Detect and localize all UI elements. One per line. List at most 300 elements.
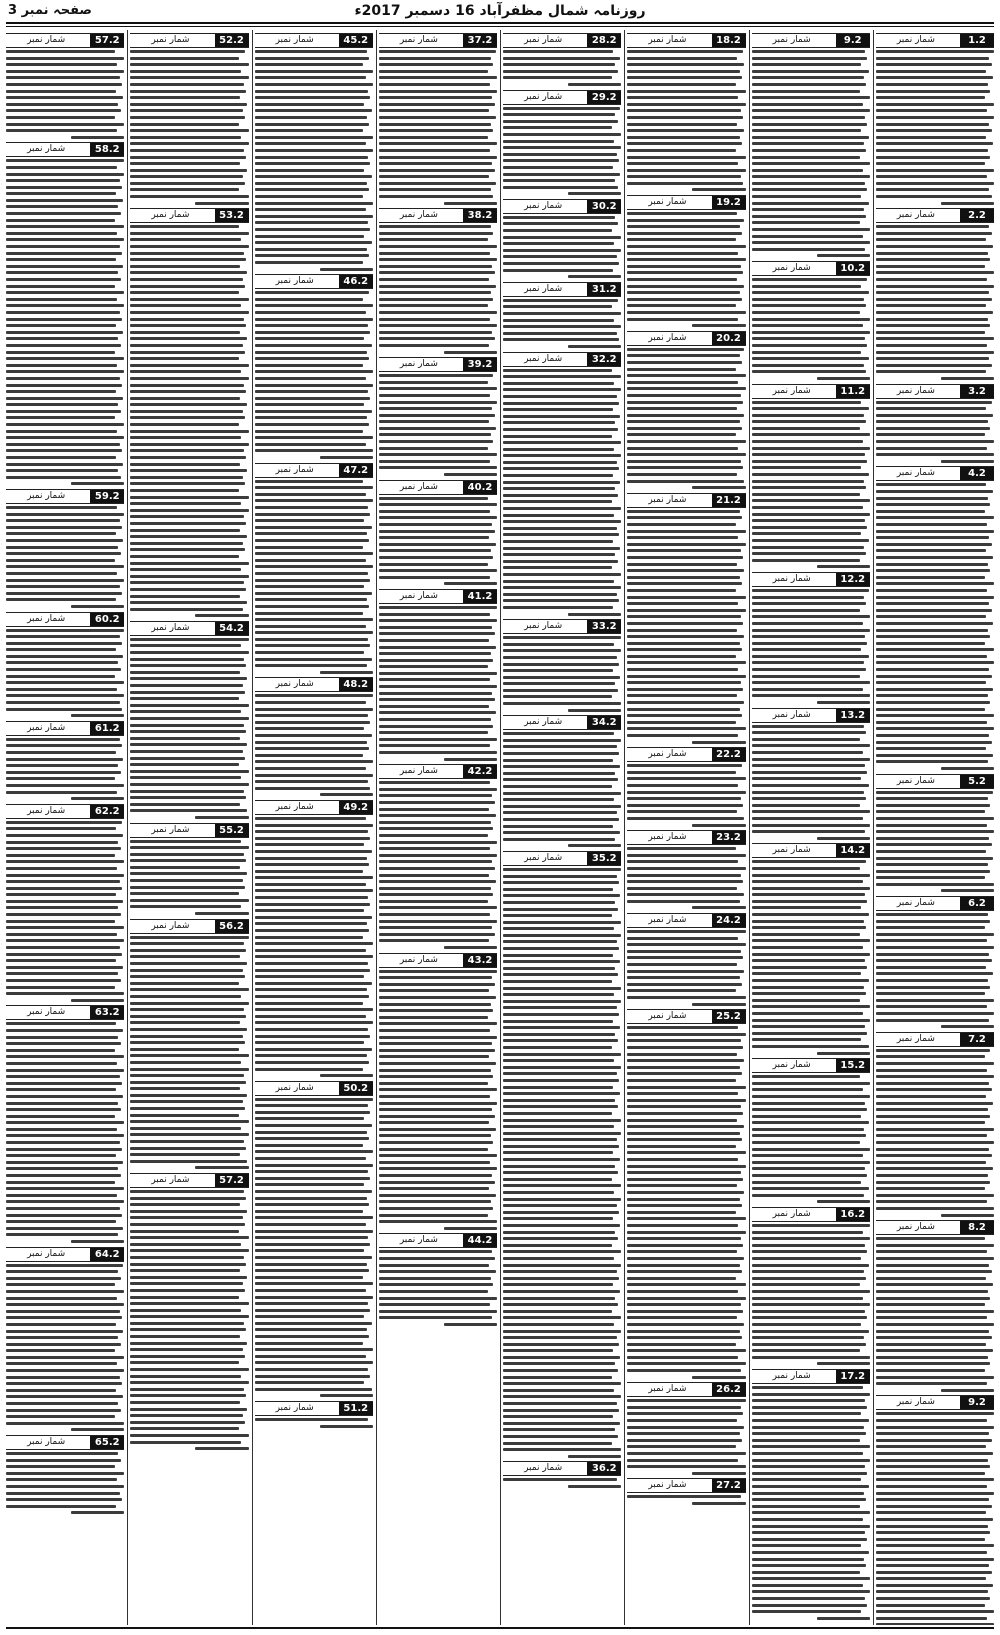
- text-line: [752, 480, 864, 483]
- notice-number: 35.2: [587, 852, 621, 865]
- text-line: [195, 614, 248, 617]
- text-line: [876, 109, 987, 112]
- notice-label: شمار نمبر: [896, 210, 935, 221]
- text-line: [6, 311, 120, 314]
- notice-header: [255, 1401, 373, 1416]
- text-line: [876, 70, 986, 73]
- text-line: [255, 63, 364, 66]
- text-line: [130, 291, 239, 294]
- text-line: [627, 1217, 745, 1220]
- text-line: [195, 202, 248, 205]
- text-line: [503, 940, 617, 943]
- notice-text: [379, 781, 497, 949]
- text-line: [503, 1204, 617, 1207]
- notice-number: 49.2: [339, 801, 373, 814]
- notice-header: [6, 489, 124, 504]
- text-line: [752, 1310, 866, 1313]
- text-line: [503, 382, 614, 385]
- text-line: [752, 215, 867, 218]
- text-line: [627, 245, 745, 248]
- text-line: [752, 1323, 862, 1326]
- text-line: [876, 999, 994, 1002]
- text-line: [379, 1009, 494, 1012]
- text-line: [627, 734, 738, 737]
- text-line: [876, 668, 990, 671]
- text-line: [130, 156, 246, 159]
- text-line: [379, 427, 496, 430]
- text-line: [876, 1558, 994, 1561]
- text-line: [130, 1021, 240, 1024]
- text-line: [255, 1236, 369, 1239]
- text-line: [255, 889, 373, 892]
- text-line: [627, 1231, 745, 1234]
- notice-header: [6, 612, 124, 627]
- text-line: [876, 1571, 992, 1574]
- text-line: [627, 1419, 737, 1422]
- text-line: [752, 208, 864, 211]
- notice: [130, 823, 248, 916]
- text-line: [876, 1055, 985, 1058]
- text-line: [379, 76, 497, 79]
- text-line: [503, 1270, 617, 1273]
- text-line: [130, 562, 248, 565]
- text-line: [255, 1381, 365, 1384]
- text-line: [6, 258, 116, 261]
- text-line: [255, 50, 367, 53]
- text-line: [503, 402, 619, 405]
- text-line: [752, 661, 864, 664]
- text-line: [876, 1264, 990, 1267]
- text-line: [130, 763, 239, 766]
- notice-header: [379, 480, 497, 495]
- text-line: [255, 876, 373, 879]
- text-line: [876, 364, 992, 367]
- text-line: [6, 1343, 121, 1346]
- text-line: [255, 344, 372, 347]
- text-line: [752, 1492, 864, 1495]
- text-line: [503, 914, 612, 917]
- notice-number: 57.2: [215, 1174, 249, 1187]
- text-line: [255, 1061, 370, 1064]
- text-line: [130, 1068, 248, 1071]
- text-line: [130, 1210, 247, 1213]
- masthead-rule-thin: [6, 26, 994, 27]
- text-line: [752, 427, 861, 430]
- text-line: [255, 298, 364, 301]
- text-line: [6, 827, 116, 830]
- text-line: [379, 1062, 496, 1065]
- text-line: [503, 166, 613, 169]
- text-line: [752, 169, 863, 172]
- text-line: [876, 870, 991, 873]
- text-line: [130, 298, 248, 301]
- text-line: [752, 195, 862, 198]
- text-line: [255, 817, 366, 820]
- column-5: [379, 30, 497, 1625]
- text-line: [6, 1207, 120, 1210]
- text-line: [627, 1297, 745, 1300]
- text-line: [379, 337, 495, 340]
- text-line: [320, 1074, 373, 1077]
- text-line: [503, 752, 619, 755]
- text-line: [876, 420, 988, 423]
- text-line: [752, 1330, 869, 1333]
- text-line: [627, 635, 744, 638]
- text-line: [379, 672, 497, 675]
- text-line: [752, 486, 867, 489]
- text-line: [752, 906, 862, 909]
- text-line: [379, 195, 494, 198]
- text-line: [752, 1270, 864, 1273]
- text-line: [130, 337, 247, 340]
- text-line: [130, 311, 248, 314]
- text-line: [627, 956, 743, 959]
- text-line: [503, 1079, 619, 1082]
- notice-header: [627, 493, 745, 508]
- notice-text: [6, 629, 124, 718]
- notice-label: شمار نمبر: [896, 775, 935, 786]
- text-line: [752, 725, 864, 728]
- text-line: [379, 731, 488, 734]
- text-line: [255, 175, 372, 178]
- text-line: [627, 1412, 743, 1415]
- text-line: [627, 688, 743, 691]
- text-line: [752, 83, 867, 86]
- notice-text: [876, 1049, 994, 1217]
- text-line: [379, 563, 488, 566]
- text-line: [876, 175, 987, 178]
- text-line: [752, 1088, 863, 1091]
- text-line: [876, 1088, 992, 1091]
- text-line: [627, 556, 743, 559]
- text-line: [6, 1492, 120, 1495]
- notice-number: 59.2: [90, 490, 124, 503]
- text-line: [752, 1445, 870, 1448]
- text-line: [379, 893, 494, 896]
- text-line: [130, 476, 242, 479]
- text-line: [255, 188, 370, 191]
- text-line: [255, 870, 364, 873]
- text-line: [379, 619, 497, 622]
- text-line: [255, 598, 367, 601]
- text-line: [379, 1297, 497, 1300]
- text-line: [627, 648, 742, 651]
- text-line: [6, 1395, 123, 1398]
- text-line: [130, 982, 239, 985]
- text-line: [6, 1382, 122, 1385]
- text-line: [130, 1289, 245, 1292]
- text-line: [195, 1447, 248, 1450]
- text-line: [503, 560, 618, 563]
- text-line: [379, 414, 495, 417]
- text-line: [752, 57, 868, 60]
- text-line: [627, 354, 739, 357]
- text-line: [503, 299, 618, 302]
- text-line: [627, 900, 739, 903]
- text-line: [876, 642, 985, 645]
- text-line: [876, 1452, 993, 1455]
- text-line: [627, 694, 737, 697]
- notice: [379, 33, 497, 205]
- text-line: [130, 1421, 245, 1424]
- text-line: [752, 370, 867, 373]
- text-line: [627, 1092, 738, 1095]
- text-line: [627, 156, 745, 159]
- text-line: [6, 1036, 118, 1039]
- notice-header: [130, 1173, 248, 1188]
- text-line: [752, 1174, 868, 1177]
- text-line: [876, 1336, 992, 1339]
- notice-number: 6.2: [960, 897, 994, 910]
- text-line: [379, 847, 490, 850]
- text-line: [627, 804, 743, 807]
- notice-text: [379, 225, 497, 353]
- text-line: [379, 1134, 491, 1137]
- text-line: [876, 1419, 987, 1422]
- text-line: [255, 1203, 370, 1206]
- text-line: [379, 1207, 494, 1210]
- text-line: [876, 602, 990, 605]
- text-line: [752, 1465, 866, 1468]
- text-line: [876, 440, 994, 443]
- text-line: [752, 129, 862, 132]
- text-line: [255, 929, 370, 932]
- text-line: [752, 70, 869, 73]
- notice-number: 61.2: [90, 722, 124, 735]
- text-line: [130, 1114, 239, 1117]
- text-line: [6, 1505, 116, 1508]
- text-line: [255, 221, 369, 224]
- text-line: [752, 860, 867, 863]
- text-line: [379, 1181, 495, 1184]
- text-line: [130, 142, 248, 145]
- notice-number: 58.2: [90, 143, 124, 156]
- text-line: [130, 456, 246, 459]
- notice-label: شمار نمبر: [524, 353, 563, 364]
- notice-label: شمار نمبر: [27, 144, 66, 155]
- text-line: [379, 225, 491, 228]
- text-line: [752, 1558, 864, 1561]
- text-line: [627, 874, 741, 877]
- text-line: [627, 797, 741, 800]
- text-line: [503, 1072, 617, 1075]
- text-line: [876, 850, 986, 853]
- text-line: [6, 1108, 121, 1111]
- text-line: [627, 453, 745, 456]
- text-line: [503, 1231, 615, 1234]
- text-line: [627, 708, 739, 711]
- text-line: [503, 1020, 613, 1023]
- text-line: [6, 867, 117, 870]
- text-line: [627, 473, 737, 476]
- text-line: [503, 765, 620, 768]
- notice-text: [379, 970, 497, 1230]
- text-line: [876, 863, 988, 866]
- text-line: [692, 741, 745, 744]
- text-line: [130, 936, 248, 939]
- notice: [876, 33, 994, 205]
- text-line: [130, 1002, 248, 1005]
- text-line: [627, 304, 736, 307]
- notice-text: [503, 868, 621, 1458]
- text-line: [255, 721, 371, 724]
- text-line: [379, 433, 491, 436]
- notice-number: 10.2: [836, 262, 870, 275]
- notice: [503, 352, 621, 616]
- text-line: [752, 771, 868, 774]
- text-line: [627, 1112, 743, 1115]
- text-line: [876, 1069, 987, 1072]
- text-line: [6, 688, 117, 691]
- text-line: [130, 1282, 242, 1285]
- text-line: [568, 345, 621, 348]
- text-line: [752, 642, 868, 645]
- text-line: [503, 643, 614, 646]
- text-line: [627, 516, 742, 519]
- text-line: [255, 304, 373, 307]
- text-line: [752, 933, 861, 936]
- text-line: [444, 758, 497, 761]
- notice-header: [876, 1032, 994, 1047]
- text-line: [876, 278, 987, 281]
- text-line: [6, 668, 121, 671]
- notice-label: شمار نمبر: [772, 1060, 811, 1071]
- text-line: [379, 245, 497, 248]
- text-line: [379, 989, 489, 992]
- notice-number: 27.2: [712, 1479, 746, 1492]
- text-line: [6, 972, 118, 975]
- text-line: [379, 970, 497, 973]
- text-line: [876, 156, 991, 159]
- text-line: [752, 447, 870, 450]
- text-line: [379, 576, 490, 579]
- text-line: [627, 642, 739, 645]
- text-line: [6, 635, 120, 638]
- text-line: [503, 695, 612, 698]
- text-line: [255, 1223, 366, 1226]
- text-line: [255, 83, 373, 86]
- text-line: [503, 656, 617, 659]
- text-line: [503, 242, 614, 245]
- text-line: [503, 967, 615, 970]
- text-line: [752, 1290, 870, 1293]
- text-line: [379, 440, 494, 443]
- text-line: [255, 694, 373, 697]
- notice-text: [876, 483, 994, 770]
- text-line: [627, 407, 737, 410]
- notice-label: شمار نمبر: [896, 468, 935, 479]
- text-line: [503, 1382, 621, 1385]
- text-line: [876, 238, 986, 241]
- text-line: [876, 1382, 987, 1385]
- text-line: [130, 265, 240, 268]
- notice-text: [627, 1399, 745, 1475]
- text-line: [379, 841, 497, 844]
- text-line: [627, 1198, 739, 1201]
- notice-label: شمار نمبر: [772, 385, 811, 396]
- footer-rule: [6, 1627, 994, 1629]
- text-line: [379, 1082, 488, 1085]
- text-line: [255, 149, 373, 152]
- text-line: [379, 1003, 491, 1006]
- text-line: [876, 401, 992, 404]
- text-line: [379, 1174, 493, 1177]
- text-line: [627, 1224, 738, 1227]
- text-line: [752, 285, 862, 288]
- notice-text: [876, 50, 994, 205]
- text-line: [379, 976, 493, 979]
- text-line: [255, 410, 372, 413]
- text-line: [752, 731, 867, 734]
- text-line: [255, 169, 365, 172]
- notice: [6, 721, 124, 800]
- text-line: [627, 225, 739, 228]
- text-line: [752, 50, 866, 53]
- text-line: [876, 1544, 994, 1547]
- text-line: [130, 595, 240, 598]
- text-line: [627, 460, 741, 463]
- notice-label: شمار نمبر: [772, 1209, 811, 1219]
- text-line: [876, 655, 987, 658]
- text-line: [752, 764, 866, 767]
- notice-label: شمار نمبر: [524, 200, 563, 211]
- text-line: [255, 1124, 372, 1127]
- text-line: [627, 238, 736, 241]
- text-line: [379, 821, 491, 824]
- text-line: [752, 777, 862, 780]
- text-line: [379, 1102, 497, 1105]
- text-line: [503, 269, 613, 272]
- text-line: [692, 324, 745, 327]
- text-line: [379, 1257, 495, 1260]
- text-line: [752, 304, 867, 307]
- text-line: [379, 136, 488, 139]
- text-line: [752, 1167, 866, 1170]
- text-line: [627, 867, 745, 870]
- text-line: [130, 651, 248, 654]
- text-line: [130, 588, 246, 591]
- text-line: [379, 1128, 496, 1131]
- text-line: [627, 854, 745, 857]
- column-divider: [252, 30, 253, 1625]
- text-line: [255, 1361, 373, 1364]
- text-line: [255, 1282, 373, 1285]
- text-line: [503, 1244, 612, 1247]
- notice-label: شمار نمبر: [524, 283, 563, 294]
- text-line: [503, 1086, 613, 1089]
- text-line: [627, 1362, 745, 1365]
- text-line: [6, 1200, 124, 1203]
- notice-number: 8.2: [960, 1221, 994, 1234]
- text-line: [876, 1376, 994, 1379]
- notice-header: [752, 33, 870, 48]
- text-line: [752, 602, 867, 605]
- text-line: [503, 1303, 618, 1306]
- text-line: [941, 460, 994, 463]
- page-title: روزنامہ شمال مظفرآباد 16 دسمبر 2017ء: [354, 3, 646, 19]
- text-line: [255, 1315, 365, 1318]
- text-line: [876, 503, 991, 506]
- text-line: [255, 1216, 373, 1219]
- text-line: [379, 751, 497, 754]
- text-line: [503, 868, 621, 871]
- text-line: [130, 717, 248, 720]
- text-line: [255, 1328, 367, 1331]
- text-line: [876, 123, 990, 126]
- notice-header: [255, 33, 373, 48]
- text-line: [503, 1330, 621, 1333]
- notice-header: [503, 619, 621, 634]
